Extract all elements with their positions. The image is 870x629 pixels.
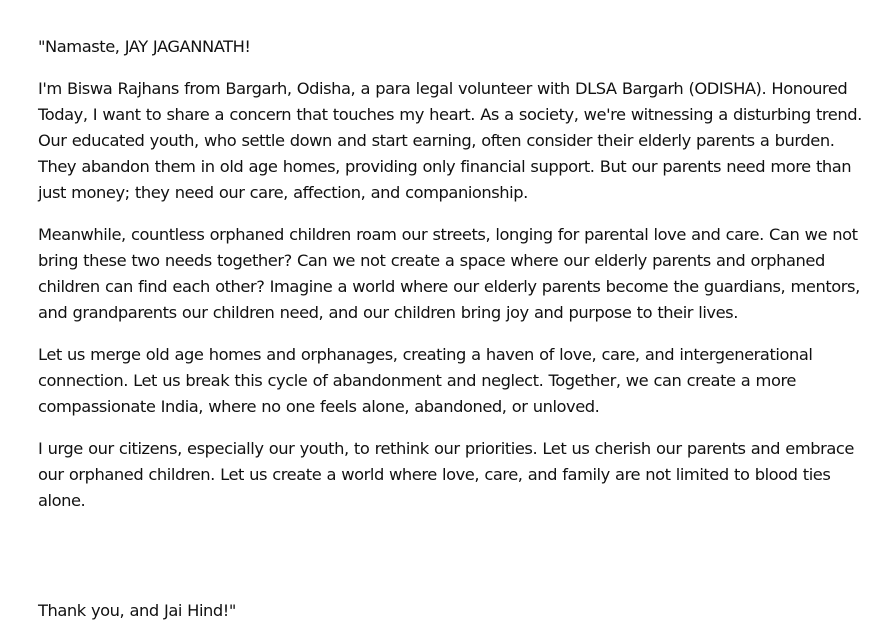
paragraph-orphaned-children: Meanwhile, countless orphaned children roam our streets, longing for parental love and care. Can we not bring these two needs together? Can we not create a space where our elderly parents and orphaned children can find each other? Imagine a world where our elderly parents become the guardians, mentors, and grandparents our children need, and our children bring joy and purpose to their lives. [38,225,860,322]
document-body [38,34,864,620]
closing-line: Thank you, and Jai Hind!" [38,601,236,620]
paragraph-merge-proposal: Let us merge old age homes and orphanages, creating a haven of love, care, and intergenerational connection. Let us break this cycle of abandonment and neglect. Together, we can create a more compassionate India, where no one feels alone, abandoned, or unloved. [38,345,813,416]
greeting-line: "Namaste, JAY JAGANNATH! [38,37,251,56]
paragraph-introduction: I'm Biswa Rajhans from Bargarh, Odisha, a para legal volunteer with DLSA Bargarh (ODISHA). Honoured Today, I want to share a concern that touches my heart. As a society, we're witnessing a disturbing trend. Our educated youth, who settle down and start earning, often consider their elderly parents a burden. They abandon them in old age homes, providing only financial support. But our parents need more than just money; they need our care, affection, and companionship. [38,79,862,202]
paragraph-call-to-action: I urge our citizens, especially our youth, to rethink our priorities. Let us cherish our parents and embrace our orphaned children. Let us create a world where love, care, and family are not limited to blood ties alone. [38,439,854,510]
